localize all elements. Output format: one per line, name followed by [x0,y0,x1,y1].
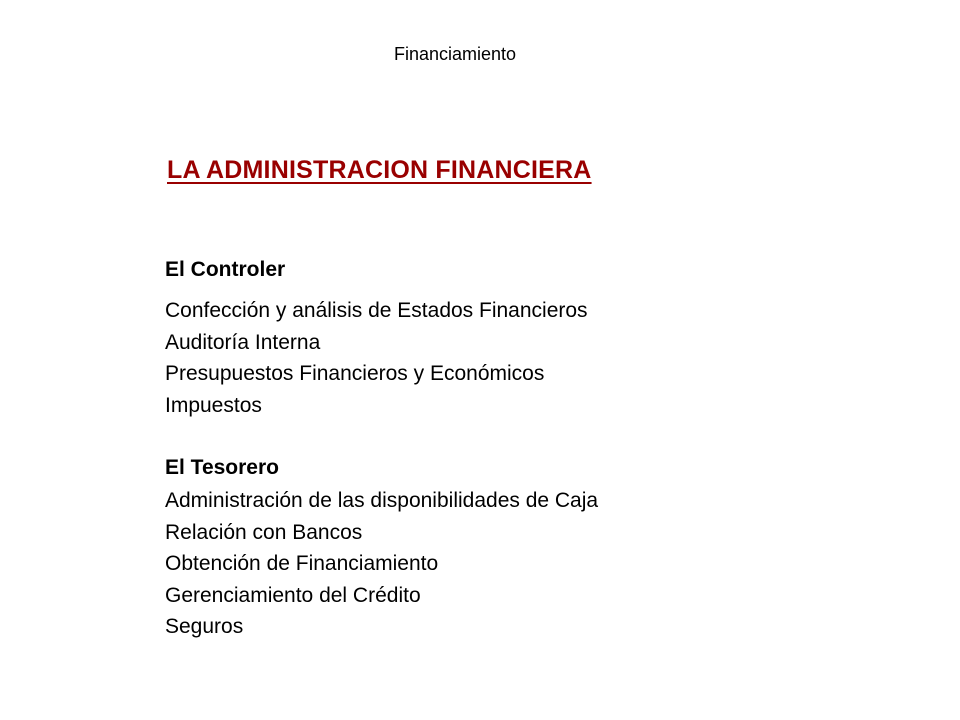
controler-responsibilities-list [165,295,588,421]
list-item: Administración de las disponibilidades de Caja [165,489,599,512]
list-item: Obtención de Financiamiento [165,552,439,575]
slide-title: LA ADMINISTRACION FINANCIERA [167,156,592,184]
tesorero-responsibilities-list [165,485,598,643]
list-item: Seguros [165,615,244,638]
section-heading-tesorero: El Tesorero [165,456,279,479]
list-item: Presupuestos Financieros y Económicos [165,362,545,385]
list-item: Relación con Bancos [165,520,363,544]
list-item: Auditoría Interna [165,330,321,354]
slide-header: Financiamiento [393,44,517,64]
list-item: Confección y análisis de Estados Financieros [165,299,588,322]
list-item: Impuestos [165,393,262,417]
list-item: Gerenciamiento del Crédito [165,583,421,607]
section-heading-controler: El Controler [165,258,286,281]
